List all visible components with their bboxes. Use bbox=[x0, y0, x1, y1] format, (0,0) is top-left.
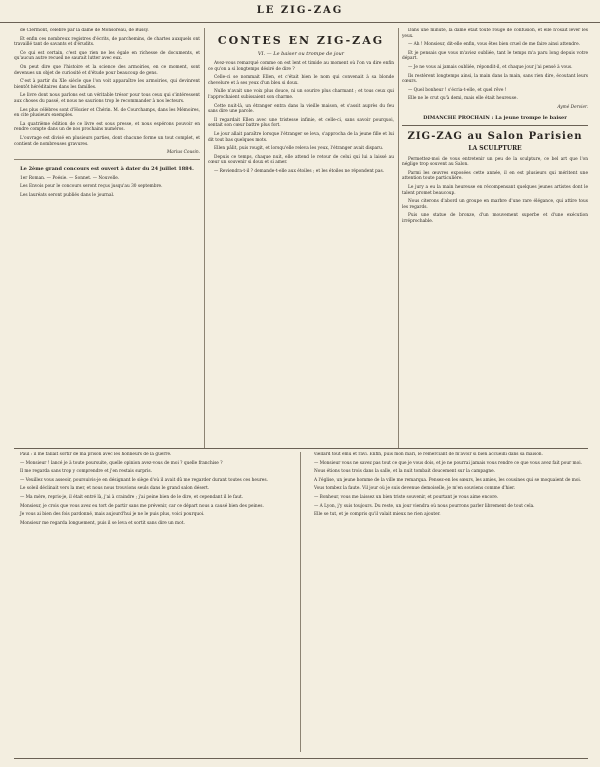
paragraph: — Ah ! Monsieur, dit-elle enfin, vous êtes bien cruel de me faire ainsi attendre. bbox=[408, 42, 580, 48]
lower-column-right bbox=[308, 452, 588, 752]
paragraph: L'ouvrage est divisé en plusieurs parties, dont chacune forme un tout complet, et contient de nombreuses gravures. bbox=[14, 135, 200, 147]
bottom-divider bbox=[14, 758, 588, 759]
paragraph: Paul : il me fallait sortir de ma prison avec les honneurs de la guerre. bbox=[20, 452, 172, 457]
paragraph: — Veuillez vous asseoir, poursuivis-je en désignant le siège d'où il avait dû me regarder durant toutes ces heures. bbox=[20, 477, 268, 483]
paragraph: Puis une statue de bronze, d'un mouvement superbe et d'une exécution irréprochable. bbox=[402, 213, 588, 224]
paragraph: — Quel bonheur ! s'écria-t-elle, et quel rêve ! bbox=[408, 87, 507, 93]
section-headline: CONTES EN ZIG-ZAG bbox=[217, 34, 385, 47]
paragraph: A l'église, un jeune homme de la ville me remarqua. Pensez-en les sœurs, les amies, les cousines qui se moquaient de moi. bbox=[314, 477, 582, 483]
paragraph: Elle ne le crut qu'à demi, mais elle était heureuse. bbox=[408, 96, 518, 102]
divider bbox=[402, 125, 588, 126]
paragraph: — Monsieur vous ne savez pas tout ce que je vous dois, et je ne pourrai jamais vous rendre ce que vous avez fait pour moi. bbox=[314, 460, 582, 466]
paragraph: Celle-ci se nommait Ellen, et c'était bien le nom qui convenait à sa blonde chevelure et à ses yeux d'un bleu si doux. bbox=[208, 75, 394, 86]
notice-line: Les lauréats seront publiés dans le journal. bbox=[20, 192, 115, 198]
paragraph: de Clermont, célèbre par la dame de Monsoreau, de Bussy. bbox=[20, 28, 149, 33]
paragraph: Nous citerons d'abord un groupe en marbre d'une rare élégance, qui attire tous les regards. bbox=[402, 199, 588, 210]
column-left bbox=[14, 28, 200, 448]
paragraph: Le livre dont nous parlons est un véritable trésor pour tous ceux qui s'intéressent aux choses du passé, et nous ne saurions trop le recommander à nos lecteurs. bbox=[14, 93, 200, 104]
column-divider bbox=[204, 28, 205, 448]
paragraph: Le jury a eu la main heureuse en récompensant quelques jeunes artistes dont le talent promet beaucoup. bbox=[402, 184, 588, 196]
paragraph: Les plus célèbres sont d'Hozier et Chérin. M. de Courchamps, dans les Mémoires, en cite plusieurs exemples. bbox=[14, 107, 200, 119]
notice-line: 1er Roman. — Poésie. — Sonnet. — Nouvelle. bbox=[20, 175, 120, 181]
paragraph: — A Lyon, j'y suis toujours. Du reste, un jour viendra où nous pourrons parler librement de tout cela. bbox=[314, 503, 535, 509]
masthead bbox=[0, 0, 600, 23]
paragraph: Monsieur, je crois que vous avez eu tort de partir sans me prévenir, car ce départ nous a causé bien des peines. bbox=[20, 503, 264, 509]
notice-line: Le 2ème grand concours est ouvert à dater du 24 juillet 1884. bbox=[20, 165, 194, 172]
paragraph: Le soleil déclinait vers la mer, et nous nous trouvions seuls dans le grand salon désert. bbox=[20, 486, 210, 492]
masthead-title: LE ZIG-ZAG bbox=[256, 5, 344, 16]
paragraph: Nulle n'avait une voix plus douce, ni un sourire plus charmant ; et tous ceux qui l'approchaient subissaient son charme. bbox=[208, 89, 394, 100]
paragraph: Ce qui est certain, c'est que rien ne les égale en richesse de documents, et qu'aucun autre recueil ne saurait lutter avec eux. bbox=[14, 50, 200, 62]
notice-line: Les Envois pour le concours seront reçus jusqu'au 30 septembre. bbox=[20, 184, 163, 190]
paragraph: Et je pensais que vous m'aviez oubliée, tant le temps m'a paru long depuis votre départ. bbox=[402, 50, 588, 62]
paragraph: Permettez-moi de vous entretenir un peu de la sculpture, ce bel art que l'on néglige trop souvent au Salon. bbox=[402, 156, 588, 168]
paragraph: Le jour allait paraître lorsque l'étranger se leva, s'approcha de la jeune fille et lui dit tout bas quelques mots. bbox=[208, 131, 394, 143]
paragraph: — Reviendra-t-il ? demande-t-elle aux étoiles ; et les étoiles ne répondent pas. bbox=[214, 168, 385, 174]
paragraph: Il me regarda sans trop y comprendre et j'en restais surpris. bbox=[20, 469, 152, 475]
salon-section-title: LA SCULPTURE bbox=[468, 144, 522, 152]
paragraph: On peut dire que l'histoire et la science des armoiries, en ce moment, sont devenues un objet de curiosité et d'étude pour beaucoup de gens. bbox=[14, 64, 200, 76]
horizontal-divider bbox=[14, 448, 588, 449]
paragraph: Cette nuit-là, un étranger entra dans la vieille maison, et s'assit auprès du feu sans dire une parole. bbox=[208, 103, 394, 115]
paragraph: viellard tout ému et ravi. Enfin, puis mon mari, le remerciant de m'avoir si bien accueilli dans sa maison. bbox=[314, 452, 543, 457]
paragraph: Et enfin ces nombreux registres d'écrits, de parchemins, de chartes auxquels ont travaillé tant de savants et d'érudits. bbox=[14, 36, 200, 48]
column-divider bbox=[300, 452, 301, 752]
salon-headline: ZIG-ZAG au Salon Parisien bbox=[407, 130, 583, 142]
paragraph: La quatrième édition de ce livre est sous presse, et nous espérons pouvoir en rendre compte dans un de nos prochains numéros. bbox=[14, 121, 200, 133]
paragraph: Avez-vous remarqué comme on est lent et timide au moment où l'on va dire enfin ce qu'on a si longtemps désiré de dire ? bbox=[208, 61, 394, 72]
paragraph: Ellen pâlit, puis rougit, et lorsqu'elle releva les yeux, l'étranger avait disparu. bbox=[214, 146, 384, 152]
paragraph: Depuis ce temps, chaque nuit, elle attend le retour de celui qui lui a laissé au cœur un souvenir si doux et si amer. bbox=[208, 154, 394, 166]
paragraph: Ils restèrent longtemps ainsi, la main dans la main, sans rien dire, écoutant leurs cœurs. bbox=[402, 73, 588, 85]
story-title: VI. — Le baiser ou trompe de jour bbox=[257, 51, 345, 57]
paragraph: C'est à partir du XIe siècle que l'on voit apparaître les armoiries, qui devinrent bientôt héréditaires dans les familles. bbox=[14, 79, 200, 90]
column-right bbox=[402, 28, 588, 448]
paragraph: — Ma mère, repris-je, il était entré là, j'ai à craindre ; j'ai peine bien de le dire, et cependant il le faut. bbox=[20, 494, 244, 500]
paragraph: Dans une minute, la dame était toute rouge de confusion, et elle n'osait lever les yeux. bbox=[402, 28, 588, 39]
paragraph: Vous tombez la faute. Vil jour où je suis devenue demoiselle, je m'en souviens comme d'hier. bbox=[314, 486, 516, 492]
notice-block bbox=[14, 159, 200, 199]
paragraph: Monsieur me regarda longuement, puis il se leva et sortit sans dire un mot. bbox=[20, 520, 185, 526]
paragraph: Nous étions tous trois dans la salle, et la nuit tombait doucement sur la campagne. bbox=[314, 469, 496, 475]
paragraph: Il regardait Ellen avec une tristesse infinie, et celle-ci, sans savoir pourquoi, sentait son cœur battre plus fort. bbox=[208, 117, 394, 129]
paragraph: Elle se tut, et je compris qu'il valait mieux ne rien ajouter. bbox=[314, 512, 441, 518]
paragraph: — Monsieur ! lancé je à toute poursuite, quelle opinion avez-vous de moi ? quelle franchise ? bbox=[20, 460, 223, 466]
paragraph: — Je ne vous ai jamais oubliée, répondit-il, et chaque jour j'ai pensé à vous. bbox=[408, 64, 573, 70]
paragraph: — Bonheur, vous me laissez un bien triste souvenir, et pourtant je vous aime encore. bbox=[314, 494, 499, 500]
paragraph: Parmi les œuvres exposées cette année, il en est plusieurs qui méritent une attention toute particulière. bbox=[402, 170, 588, 182]
column-divider bbox=[398, 28, 399, 448]
next-issue-label: DIMANCHE PROCHAIN : La jeune trompe le baiser bbox=[423, 114, 567, 121]
column-middle bbox=[208, 28, 394, 448]
paragraph: Je vous ai bien des fois pardonné, mais aujourd'hui je ne le puis plus, voici pourquoi. bbox=[20, 512, 205, 518]
lower-column-left bbox=[14, 452, 294, 752]
signature: Aymé Dervier. bbox=[557, 104, 588, 110]
signature: Marius Cousin. bbox=[166, 150, 200, 156]
